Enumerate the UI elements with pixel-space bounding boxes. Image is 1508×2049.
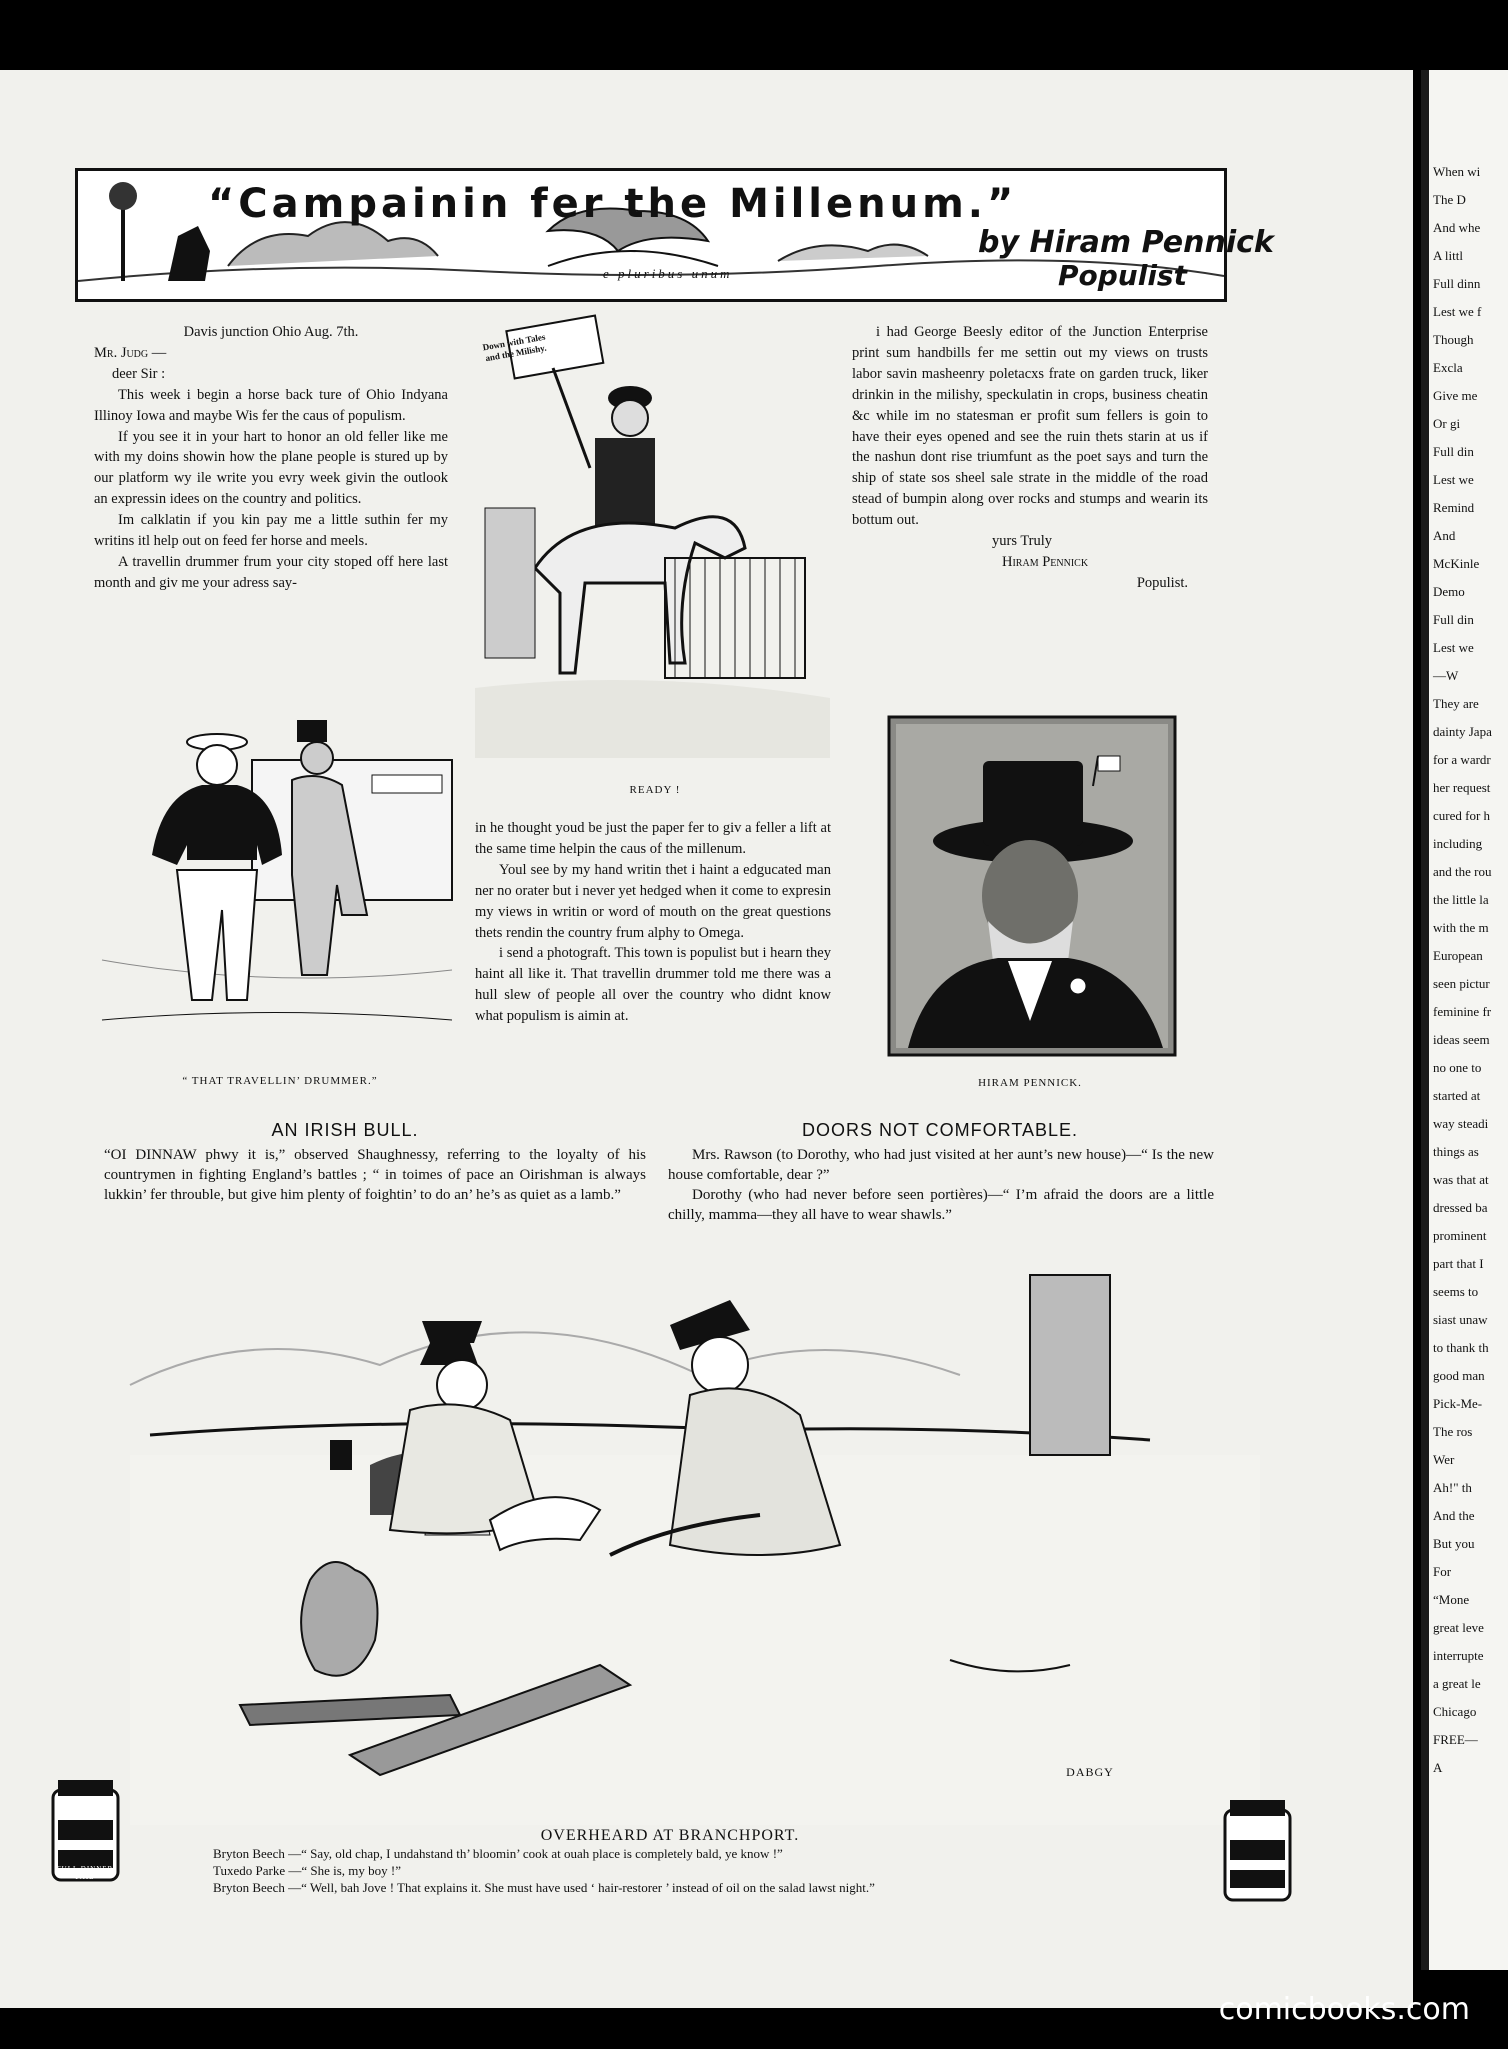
- letter-column-3: [852, 322, 1208, 594]
- paragraph: Youl see by my hand writin thet i haint a edgucated man ner no orater but i never yet hedged when it come to expresin my views in writin or word of mouth on the great questions thets rendin the country frum alphy to Omega.: [475, 861, 831, 941]
- branchport-dialogue: [213, 1845, 1173, 1896]
- irish-bull-heading: AN IRISH BULL.: [271, 1120, 419, 1140]
- dialogue-line: Bryton Beech —“ Well, bah Jove ! That explains it. She must have used ‘ hair-restorer ’ instead of oil on the salad lawst night.”: [213, 1880, 875, 1895]
- facing-page-text-line: to thank th: [1433, 1340, 1489, 1355]
- irish-bull-body: “OI DINNAW phwy it is,” observed Shaughnessy, referring to the loyalty of his countrymen in fighting England’s battles ; “ in toimes of pace an Oirishman is always lukkin’ fer throuble, but give him plenty of foightin’ to do an’ he’s as quiet as a lamb.”: [104, 1147, 646, 1203]
- facing-page-text-line: Demo: [1433, 584, 1465, 599]
- facing-page-text-line: way steadi: [1433, 1116, 1489, 1131]
- facing-page-text-line: “Mone: [1433, 1592, 1470, 1607]
- ready-caption: READY !: [629, 784, 681, 796]
- ready-illustration: [475, 318, 830, 773]
- paragraph: in he thought youd be just the paper fer to giv a feller a lift at the same time helpin the caus of the millenum.: [475, 820, 831, 857]
- facing-page-text-line: Lest we: [1433, 472, 1474, 487]
- facing-page-text-line: A littl: [1433, 248, 1463, 263]
- drummer-caption: “ THAT TRAVELLIN’ DRUMMER.”: [182, 1075, 378, 1087]
- signature-affiliation: Populist.: [1136, 574, 1188, 591]
- facing-page-text-line: good man: [1433, 1368, 1485, 1383]
- facing-page-text-line: McKinle: [1433, 556, 1480, 571]
- facing-page-text-line: cured for h: [1433, 808, 1491, 823]
- irish-bull-text: [104, 1145, 646, 1205]
- facing-page-text-line: the little la: [1433, 892, 1489, 907]
- banner-motto: e pluribus unum: [603, 266, 733, 281]
- facing-page-text-line: prominent: [1433, 1228, 1487, 1243]
- facing-page-edge: [1421, 70, 1508, 1970]
- letter-column-1: [94, 322, 448, 594]
- facing-page-text-line: feminine fr: [1433, 1004, 1492, 1019]
- closing: yurs Truly: [992, 533, 1053, 550]
- salutation-sir: deer Sir :: [112, 365, 166, 382]
- facing-page-text-line: And the: [1433, 1508, 1475, 1523]
- facing-page-text-line: Or gi: [1433, 416, 1461, 431]
- facing-page-text-line: Give me: [1433, 388, 1478, 403]
- dinner-pail-right-icon: [1220, 1790, 1295, 1905]
- facing-page-text-line: Lest we f: [1433, 304, 1482, 319]
- facing-page-text-line: part that I: [1433, 1256, 1484, 1271]
- facing-page-text-line: When wi: [1433, 164, 1481, 179]
- protest-sign-text: Down with Tales and the Milishy.: [481, 331, 548, 364]
- doors-text: [668, 1145, 1214, 1225]
- paragraph: A travellin drummer frum your city stoped off here last month and giv me your adress say-: [94, 553, 448, 591]
- facing-page-text-line: —W: [1433, 668, 1459, 683]
- facing-page-text-line: seems to: [1433, 1284, 1479, 1299]
- hiram-pennick-portrait: [888, 716, 1176, 1056]
- dialogue-line: Bryton Beech —“ Say, old chap, I undahstand th’ bloomin’ cook at ouah place is completely bald, ye know !”: [213, 1846, 783, 1861]
- banner-byline: by Hiram Pennick: [978, 225, 1274, 260]
- title-banner: [75, 168, 1274, 302]
- pennick-caption: HIRAM PENNICK.: [978, 1077, 1082, 1089]
- facing-page-text-line: Full dinn: [1433, 276, 1481, 291]
- paragraph: i send a photograft. This town is populist but i hearn they haint all like it. That travellin drummer told me there was a hull slew of people all over the country who didnt know what populism is aimin at.: [475, 945, 831, 1025]
- doors-heading: DOORS NOT COMFORTABLE.: [801, 1120, 1079, 1140]
- doors-line-1: Mrs. Rawson (to Dorothy, who had just visited at her aunt’s new house)—“ Is the new house comfortable, dear ?”: [668, 1147, 1214, 1183]
- facing-page-text-line: The ros: [1433, 1424, 1473, 1439]
- travelling-drummer-illustration: [102, 680, 452, 1060]
- facing-page-text-line: But you: [1433, 1536, 1475, 1551]
- facing-page-text-line: started at: [1433, 1088, 1481, 1103]
- facing-page-text-line: was that at: [1433, 1172, 1489, 1187]
- artist-signature: DABGY: [1066, 1765, 1114, 1779]
- facing-page-text-line: And: [1433, 528, 1456, 543]
- facing-page-text-line: ideas seem: [1433, 1032, 1490, 1047]
- pail-label: FULL DINNER PAIL: [56, 1865, 114, 1881]
- facing-page-text-line: They are: [1433, 696, 1479, 711]
- facing-page-text-line: Full din: [1433, 612, 1474, 627]
- facing-page-text-line: and the rou: [1433, 864, 1492, 879]
- facing-page-text-line: Remind: [1433, 500, 1475, 515]
- facing-page-text-line: The D: [1433, 192, 1466, 207]
- branchport-title: OVERHEARD AT BRANCHPORT.: [540, 1827, 800, 1844]
- facing-page-text-line: FREE—: [1433, 1732, 1478, 1747]
- facing-page-text-line: Wer: [1433, 1452, 1455, 1467]
- facing-page-text-line: including: [1433, 836, 1483, 851]
- facing-page-text-line: interrupte: [1433, 1648, 1484, 1663]
- paragraph: If you see it in your hart to honor an old feller like me with my doins showin how the plane people is stured up by our platform wy ile write you evry week givin the outlook an expressin idees on the country and politics.: [94, 428, 448, 508]
- facing-page-text-line: no one to: [1433, 1060, 1482, 1075]
- facing-page-text-line: Full din: [1433, 444, 1474, 459]
- banner-title: “Campainin fer the Millenum.”: [208, 181, 1018, 227]
- facing-page-text-line: a great le: [1433, 1676, 1481, 1691]
- facing-page-text-line: for a wardr: [1433, 752, 1491, 767]
- facing-page-text-line: Pick-Me-: [1433, 1396, 1483, 1411]
- facing-page-text-line: A: [1433, 1760, 1443, 1775]
- paragraph: This week i begin a horse back ture of Ohio Indyana Illinoy Iowa and maybe Wis fer the caus of populism.: [94, 386, 448, 424]
- facing-page-text-line: Lest we: [1433, 640, 1474, 655]
- facing-page-text-line: For: [1433, 1564, 1452, 1579]
- facing-page-text-line: with the m: [1433, 920, 1489, 935]
- facing-page-text-line: dainty Japa: [1433, 724, 1492, 739]
- source-watermark: comicbooks.com: [1218, 1992, 1470, 2027]
- facing-page-text-line: great leve: [1433, 1620, 1484, 1635]
- letter-column-2: [475, 818, 831, 1027]
- branchport-beach-illustration: [130, 1235, 1260, 1825]
- facing-page-text-line: her request: [1433, 780, 1491, 795]
- facing-page-text-line: Ah!" th: [1433, 1480, 1472, 1495]
- facing-page-text-line: Though: [1433, 332, 1474, 347]
- facing-page-text-line: Chicago: [1433, 1704, 1477, 1719]
- facing-page-text-line: European: [1433, 948, 1483, 963]
- doors-line-2: Dorothy (who had never before seen portières)—“ I’m afraid the doors are a little chilly, mamma—they all have to wear shawls.”: [668, 1187, 1214, 1223]
- paragraph: i had George Beesly editor of the Junction Enterprise print sum handbills fer me settin out my views on trusts labor savin masheenry poletacxs frate on garden truck, liker drinkin in the milishy, speckulatin in crops, business cheatin &c while im no statesman er profit sum fellers is goin to have their eyes opened and see the ruin thets starin at us if the nashun dont rise triumfunt as the poet says and turn the ship of state sos sheel sale strate in the middle of the road stead of bumpin along over rocks and stumps and wearin its bottum out.: [852, 324, 1208, 529]
- facing-page-text-line: siast unaw: [1433, 1312, 1488, 1327]
- dateline: Davis junction Ohio Aug. 7th.: [183, 324, 359, 340]
- dialogue-line: Tuxedo Parke —“ She is, my boy !”: [213, 1863, 402, 1878]
- facing-page-text-line: dressed ba: [1433, 1200, 1488, 1215]
- paragraph: Im calklatin if you kin pay me a little suthin fer my writins itl help out on feed fer horse and meels.: [94, 512, 448, 550]
- facing-page-text-line: And whe: [1433, 220, 1481, 235]
- salutation: Mr. Judg —: [94, 344, 167, 361]
- signature-name: Hiram Pennick: [1002, 553, 1089, 570]
- facing-page-text-line: Excla: [1433, 360, 1463, 375]
- facing-page-text-line: things as: [1433, 1144, 1479, 1159]
- banner-byline-affiliation: Populist: [1058, 259, 1187, 292]
- facing-page-text-line: seen pictur: [1433, 976, 1490, 991]
